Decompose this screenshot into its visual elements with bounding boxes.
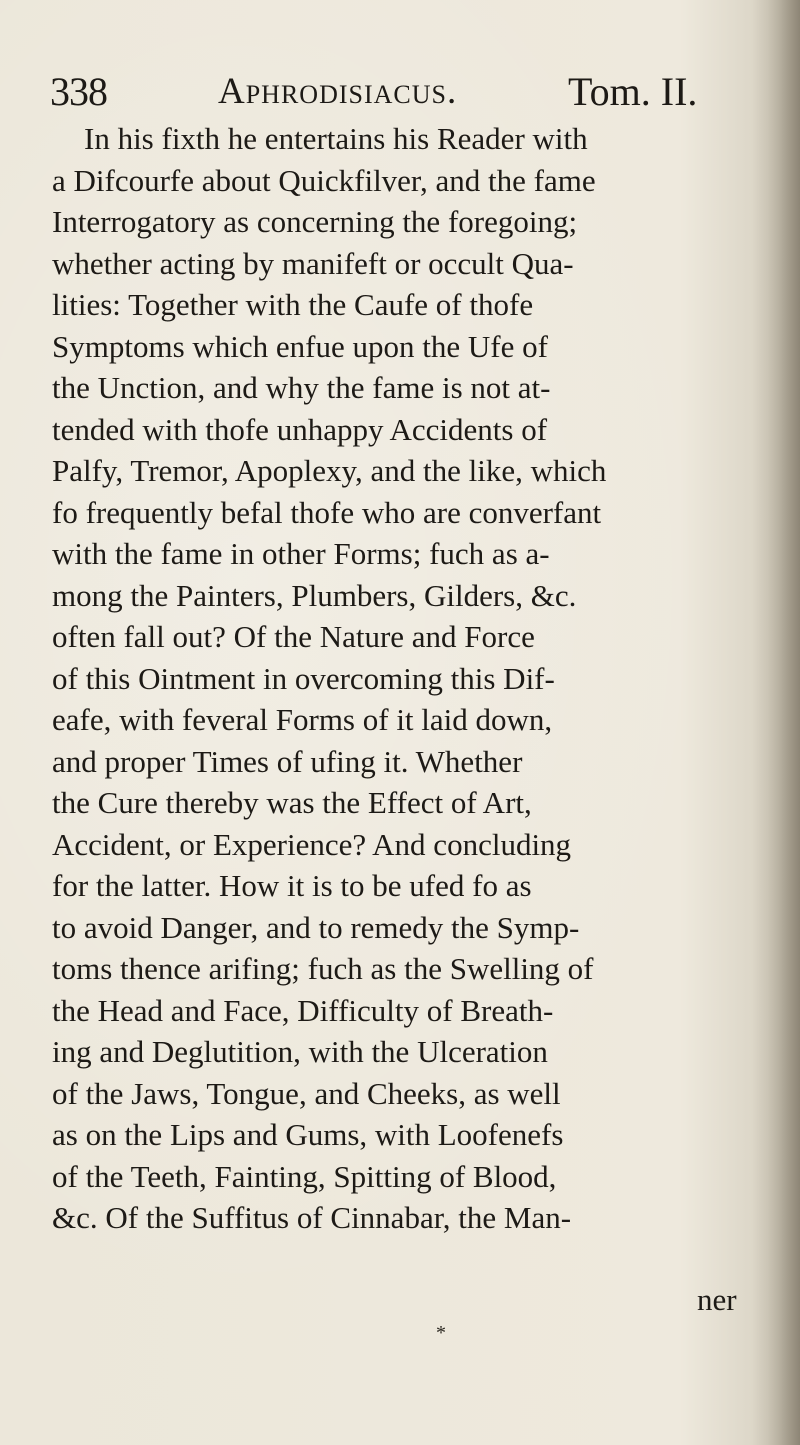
text-line: ing and Deglutition, with the Ulceration	[52, 1034, 548, 1069]
catchword: ner	[697, 1282, 737, 1317]
text-line: whether acting by manifeft or occult Qua-	[52, 245, 574, 281]
text-line: Interrogatory as concerning the foregoing;	[52, 204, 578, 239]
text-line: a Difcourfe about Quickfilver, and the fame	[52, 162, 596, 198]
text-line: tended with thofe unhappy Accidents of	[52, 411, 548, 447]
text-line: to avoid Danger, and to remedy the Symp-	[52, 909, 580, 945]
signature-mark: *	[436, 1322, 446, 1344]
text-line: with the fame in other Forms; fuch as a-	[52, 536, 550, 571]
page-edge-shadow	[752, 0, 800, 1445]
text-line: lities: Together with the Caufe of thofe	[52, 287, 534, 322]
text-line: as on the Lips and Gums, with Loofenefs	[52, 1117, 564, 1152]
text-line: Symptoms which enfue upon the Ufe of	[52, 328, 548, 364]
page-header	[50, 68, 750, 118]
text-line: &c. Of the Suffitus of Cinnabar, the Man-	[52, 1200, 572, 1235]
text-line: mong the Painters, Plumbers, Gilders, &c.	[52, 577, 577, 613]
volume-label: Tom. II.	[568, 69, 698, 114]
text-line: Palfy, Tremor, Apoplexy, and the like, which	[52, 453, 607, 488]
text-line: often fall out? Of the Nature and Force	[52, 619, 535, 654]
text-line: for the latter. How it is to be ufed fo as	[52, 868, 532, 903]
text-line: eafe, with feveral Forms of it laid down,	[52, 702, 553, 737]
text-line: and proper Times of ufing it. Whether	[52, 743, 523, 779]
text-line: toms thence arifing; fuch as the Swelling of	[52, 951, 594, 986]
text-line: the Cure thereby was the Effect of Art,	[52, 785, 532, 820]
text-line: the Head and Face, Difficulty of Breath-	[52, 992, 554, 1028]
text-line: of this Ointment in overcoming this Dif-	[52, 660, 555, 696]
text-line: In his fixth he entertains his Reader with	[84, 121, 588, 156]
text-line: of the Teeth, Fainting, Spitting of Blood,	[52, 1158, 557, 1194]
text-line: of the Jaws, Tongue, and Cheeks, as well	[52, 1075, 561, 1111]
text-line: the Unction, and why the fame is not at-	[52, 370, 551, 405]
body-text	[52, 118, 742, 1239]
page-number: 338	[50, 69, 107, 114]
text-line: Accident, or Experience? And concluding	[52, 826, 572, 862]
text-line: fo frequently befal thofe who are converfant	[52, 494, 602, 530]
running-title: Aphrodisiacus.	[218, 71, 458, 112]
